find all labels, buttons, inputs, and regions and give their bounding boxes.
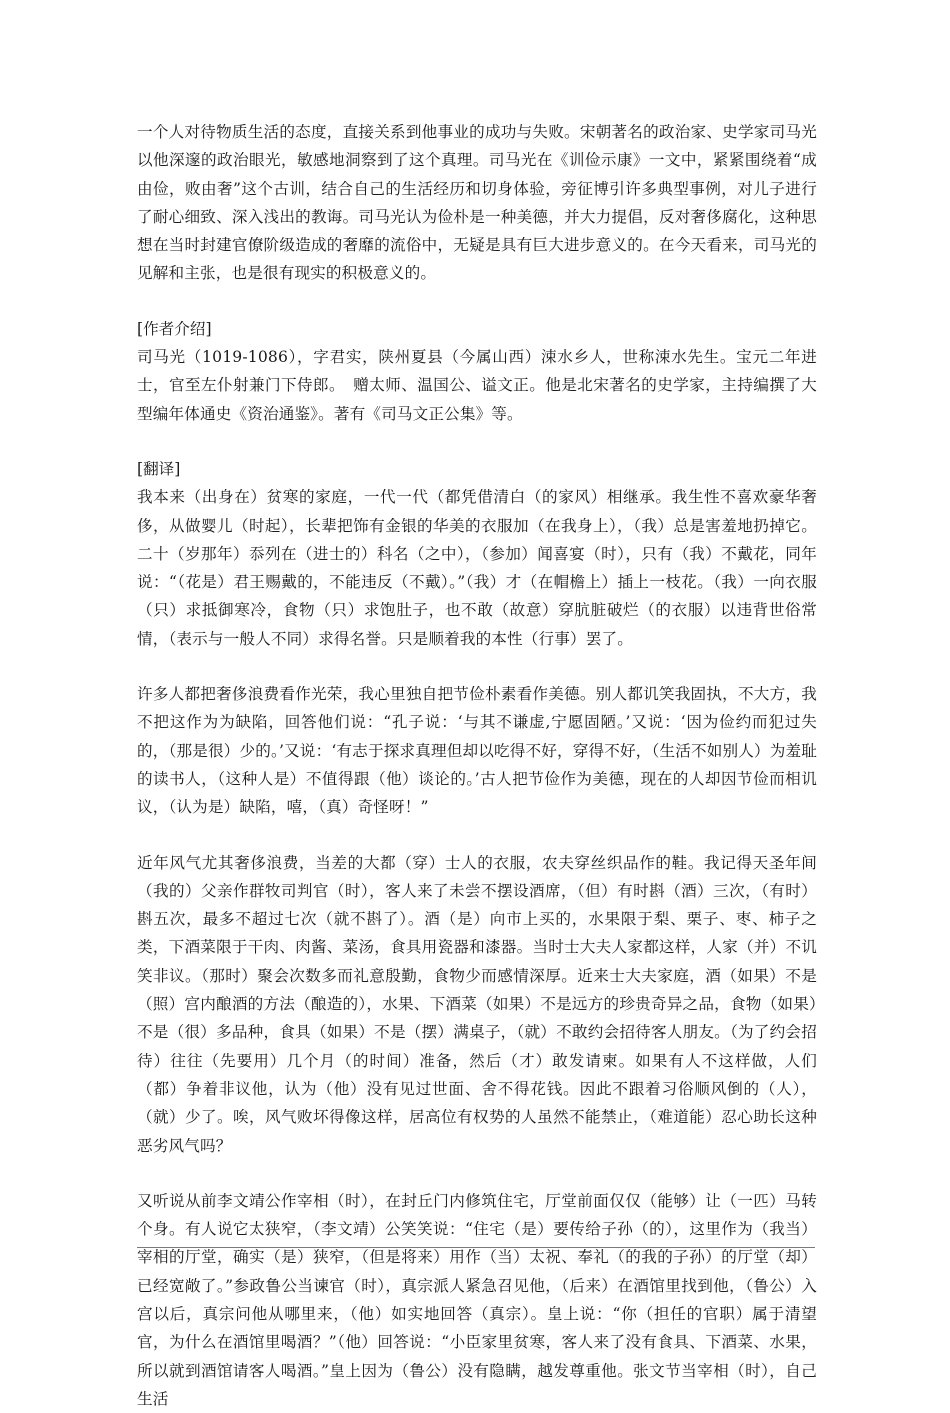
translation-paragraph-4: 又听说从前李文靖公作宰相（时），在封丘门内修筑住宅，厅堂前面仅仅（能够）让（一匹）马转个身。有人说它太狭窄，（李文靖）公笑笑说：“住宅（是）要传给子孙（的），这里作为（我当）宰相的厅堂，确实（是）狭窄，（但是将来）用作（当）太祝、奉礼（的我的子孙）的厅堂（却）已经宽敞了。”参政鲁公当谏官（时），真宗派人紧急召见他，（后来）在酒馆里找到他，（鲁公）入宫以后，真宗问他从哪里来，（他）如实地回答（真宗）。皇上说：“你（担任的官职）属于清望官，为什么在酒馆里喝酒？”（他）回答说：“小臣家里贫寒，客人来了没有食具、下酒菜、水果，所以就到酒馆请客人喝酒。”皇上因为（鲁公）没有隐瞒，越发尊重他。张文节当宰相（时），自己生活 xyxy=(137,1191,817,1408)
author-paragraph: 司马光（1019-1086），字君实，陕州夏县（今属山西）涑水乡人，世称涑水先生。宝元二年进士，官至左仆射兼门下侍郎。 赠太师、温国公、谥文正。他是北宋著名的史学家，主持编撰了大型编年体通史《资治通鉴》。著有《司马文正公集》等。 xyxy=(137,348,817,423)
author-heading: [作者介绍] xyxy=(137,319,212,338)
paragraph-gap xyxy=(137,428,817,455)
paragraph-gap xyxy=(137,1160,817,1187)
document-body xyxy=(137,118,817,1413)
paragraph-gap xyxy=(137,653,817,680)
footer-divider xyxy=(137,1247,815,1248)
translation-paragraph-2: 许多人都把奢侈浪费看作光荣，我心里独自把节俭朴素看作美德。别人都讥笑我固执，不大方，我不把这作为为缺陷，回答他们说：“孔子说：‘与其不谦虚,宁愿固陋。’又说：‘因为俭约而犯过失的，（那是很）少的。’又说：‘有志于探求真理但却以吃得不好，穿得不好，（生活不如别人）为羞耻的读书人，（这种人是）不值得跟（他）谈论的。’古人把节俭作为美德，现在的人却因节俭而相讥议，（认为是）缺陷，嘻，（真）奇怪呀！” xyxy=(137,685,817,817)
intro-paragraph: 一个人对待物质生活的态度，直接关系到他事业的成功与失败。宋朝著名的政治家、史学家司马光以他深邃的政治眼光，敏感地洞察到了这个真理。司马光在《训俭示康》一文中，紧紧围绕着“成由俭，败由奢”这个古训，结合自己的生活经历和切身体验，旁征博引许多典型事例，对儿子进行了耐心细致、深入浅出的教诲。司马光认为俭朴是一种美德，并大力提倡，反对奢侈腐化，这种思想在当时封建官僚阶级造成的奢靡的流俗中，无疑是具有巨大进步意义的。在今天看来，司马光的见解和主张，也是很有现实的积极意义的。 xyxy=(137,123,817,283)
paragraph-gap xyxy=(137,822,817,849)
translation-heading: [翻译] xyxy=(137,459,181,478)
translation-paragraph-1: 我本来（出身在）贫寒的家庭，一代一代（都凭借清白（的家风）相继承。我生性不喜欢豪华奢侈，从做婴儿（时起），长辈把饰有金银的华美的衣服加（在我身上），（我）总是害羞地扔掉它。二十（岁那年）忝列在（进士的）科名（之中），（参加）闻喜宴（时），只有（我）不戴花，同年说：“（花是）君王赐戴的，不能违反（不戴）。”（我）才（在帽檐上）插上一枝花。（我）一向衣服（只）求抵御寒冷，食物（只）求饱肚子，也不敢（故意）穿肮脏破烂（的衣服）以违背世俗常情，（表示与一般人不同）求得名誉。只是顺着我的本性（行事）罢了。 xyxy=(137,488,817,648)
translation-paragraph-3: 近年风气尤其奢侈浪费，当差的大都（穿）士人的衣服，农夫穿丝织品作的鞋。我记得天圣年间（我的）父亲作群牧司判官（时），客人来了未尝不摆设酒席，（但）有时斟（酒）三次，（有时）斟五次，最多不超过七次（就不斟了）。酒（是）向市上买的，水果限于梨、栗子、枣、柿子之类，下酒菜限于干肉、肉酱、菜汤，食具用瓷器和漆器。当时士大夫人家都这样，人家（并）不讥笑非议。（那时）聚会次数多而礼意殷勤，食物少而感情深厚。近来士大夫家庭，酒（如果）不是（照）宫内酿酒的方法（酿造的），水果、下酒菜（如果）不是远方的珍贵奇异之品，食物（如果）不是（很）多品种，食具（如果）不是（摆）满桌子，（就）不敢约会招待客人朋友。（为了约会招待）往往（先要用）几个月（的时间）准备，然后（才）敢发请柬。如果有人不这样做，人们（都）争着非议他，认为（他）没有见过世面、舍不得花钱。因此不跟着习俗顺风倒的（人），（就）少了。唉，风气败坏得像这样，居高位有权势的人虽然不能禁止，（难道能）忍心助长这种恶劣风气吗？ xyxy=(137,853,817,1155)
paragraph-gap xyxy=(137,288,817,315)
